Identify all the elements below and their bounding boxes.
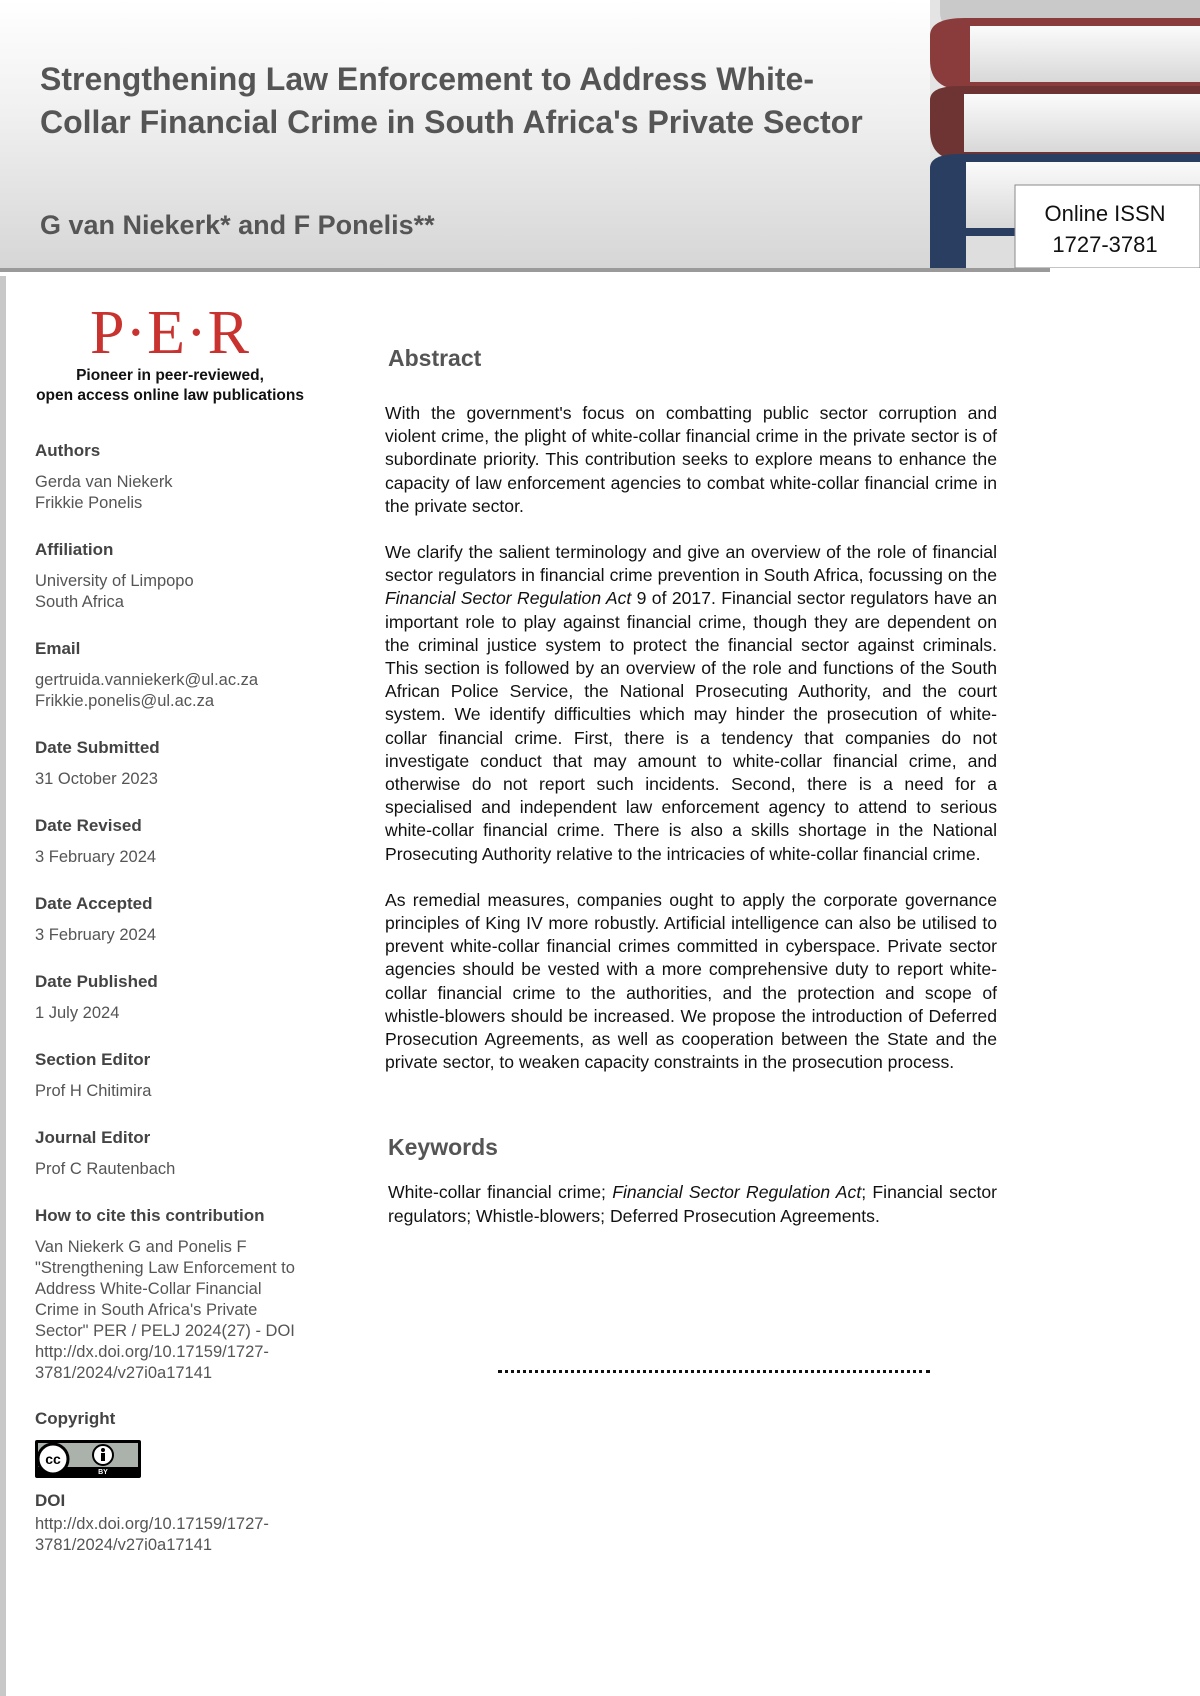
citation-doi-link[interactable]: http://dx.doi.org/10.17159/1727- — [35, 1343, 269, 1361]
cc-text: cc — [45, 1451, 61, 1467]
citation-line: Van Niekerk G and Ponelis F — [35, 1238, 247, 1256]
date-revised-label: Date Revised — [35, 816, 142, 835]
article-metadata-sidebar — [35, 440, 335, 1581]
journal-editor-label: Journal Editor — [35, 1128, 151, 1147]
doi-line[interactable]: http://dx.doi.org/10.17159/1727- — [35, 1515, 269, 1533]
email-link[interactable]: gertruida.vanniekerk@ul.ac.za — [35, 671, 259, 689]
abstract-p2-rest: 9 of 2017. Financial sector regulators have an important role to play against financial crime, though they are dependent on the criminal justice system to protect the financial sector against criminals. This section is followed by an overview of the role and functions of the South African Police Service, the National Prosecuting Authority, and the court system. We identify difficulties which may hinder the prosecution of white-collar financial crime. First, there is a tendency that companies do not investigate conduct that may amount to white-collar financial crime, and otherwise do not report such incidents. Second, there is a need for a specialised and independent law enforcement agency to attend to serious white-collar financial crime. There is also a skills shortage in the National Prosecuting Authority relative to the intricacies of white-collar financial crime. — [385, 588, 997, 864]
citation-text — [35, 1237, 335, 1384]
cc-by-text: BY — [98, 1469, 108, 1476]
citation-line: "Strengthening Law Enforcement to — [35, 1259, 295, 1277]
affiliation-label: Affiliation — [35, 540, 114, 559]
date-published-label: Date Published — [35, 972, 158, 991]
logo-tagline-1: Pioneer in peer-reviewed, — [76, 367, 264, 384]
citation-label: How to cite this contribution — [35, 1206, 265, 1225]
left-border — [0, 276, 6, 1696]
header-banner — [0, 0, 1200, 268]
date-published: 1 July 2024 — [35, 1004, 120, 1022]
abstract-p2-start: We clarify the salient terminology and give an overview of the role of financial sector regulators in financial crime prevention in South Africa, focussing on the — [385, 542, 997, 586]
logo-tagline-2: open access online law publications — [36, 387, 304, 404]
author-name: Gerda van Niekerk — [35, 473, 173, 491]
email-link[interactable]: Frikkie.ponelis@ul.ac.za — [35, 692, 215, 710]
issn-label: Online ISSN — [1044, 201, 1166, 226]
date-submitted-label: Date Submitted — [35, 738, 160, 757]
section-editor: Prof H Chitimira — [35, 1082, 152, 1100]
header-divider — [0, 268, 1050, 272]
issn-box — [1005, 198, 1200, 260]
citation-line: Crime in South Africa's Private — [35, 1301, 258, 1319]
section-editor-label: Section Editor — [35, 1050, 151, 1069]
email-list — [35, 670, 335, 712]
citation-doi-link[interactable]: 3781/2024/v27i0a17141 — [35, 1364, 213, 1382]
keywords-heading: Keywords — [388, 1134, 498, 1161]
doi-label: DOI — [35, 1491, 66, 1510]
authors-list — [35, 472, 335, 514]
affiliation-line: South Africa — [35, 593, 124, 611]
act-title: Financial Sector Regulation Act — [385, 588, 632, 609]
abstract-paragraph-1: With the government's focus on combatting public sector corruption and violent crime, the plight of white-collar financial crime in the private sector is of subordinate priority. This contribution seeks to explore means to enhance the capacity of law enforcement agencies to combat white-collar financial crime in the private sector. — [385, 403, 997, 516]
copyright-label: Copyright — [35, 1409, 116, 1428]
journal-editor: Prof C Rautenbach — [35, 1160, 176, 1178]
email-label: Email — [35, 639, 81, 658]
keyword-act: Financial Sector Regulation Act — [612, 1182, 862, 1203]
keyword-rest: ; Financial sector regulators; Whistle-blowers; Deferred Prosecution Agreements. — [388, 1182, 998, 1226]
issn-number: 1727-3781 — [1052, 232, 1158, 257]
date-revised: 3 February 2024 — [35, 848, 157, 866]
paper-title: Strengthening Law Enforcement to Address White-Collar Financial Crime in South Africa's Private Sector — [40, 61, 863, 140]
doi-line[interactable]: 3781/2024/v27i0a17141 — [35, 1536, 213, 1554]
abstract-heading: Abstract — [388, 345, 482, 371]
abstract-section — [385, 344, 997, 1228]
abstract-paragraph-3: As remedial measures, companies ought to apply the corporate governance principles of King IV more robustly. Artificial intelligence can also be utilised to prevent white-collar financial crimes committed in cyberspace. Private sector agencies should be vested with a more comprehensive duty to report white-collar financial crime to the authorities, and the protection and scope of whistle-blowers should be increased. We propose the introduction of Deferred Prosecution Agreements, as well as cooperation between the State and the private sector, to weaken capacity constraints in the prosecution process. — [385, 889, 997, 1073]
keywords-text — [388, 1181, 997, 1227]
doi-link[interactable] — [35, 1514, 335, 1556]
citation-line: Address White-Collar Financial — [35, 1280, 262, 1298]
per-logo — [30, 300, 310, 406]
author-line: G van Niekerk* and F Ponelis** — [40, 210, 435, 240]
date-accepted: 3 February 2024 — [35, 926, 157, 944]
author-name: Frikkie Ponelis — [35, 494, 143, 512]
keyword-1: White-collar financial crime; — [388, 1182, 613, 1203]
creative-commons-by-icon[interactable] — [35, 1440, 141, 1478]
date-accepted-label: Date Accepted — [35, 894, 153, 913]
affiliation-line: University of Limpopo — [35, 572, 194, 590]
affiliation — [35, 571, 335, 613]
per-logo-mark: P·E·R — [90, 299, 250, 367]
authors-label: Authors — [35, 441, 101, 460]
section-end-divider — [498, 1370, 930, 1373]
abstract-paragraph-2 — [385, 541, 997, 866]
citation-line: Sector" PER / PELJ 2024(27) - DOI — [35, 1322, 295, 1340]
date-submitted: 31 October 2023 — [35, 770, 158, 788]
